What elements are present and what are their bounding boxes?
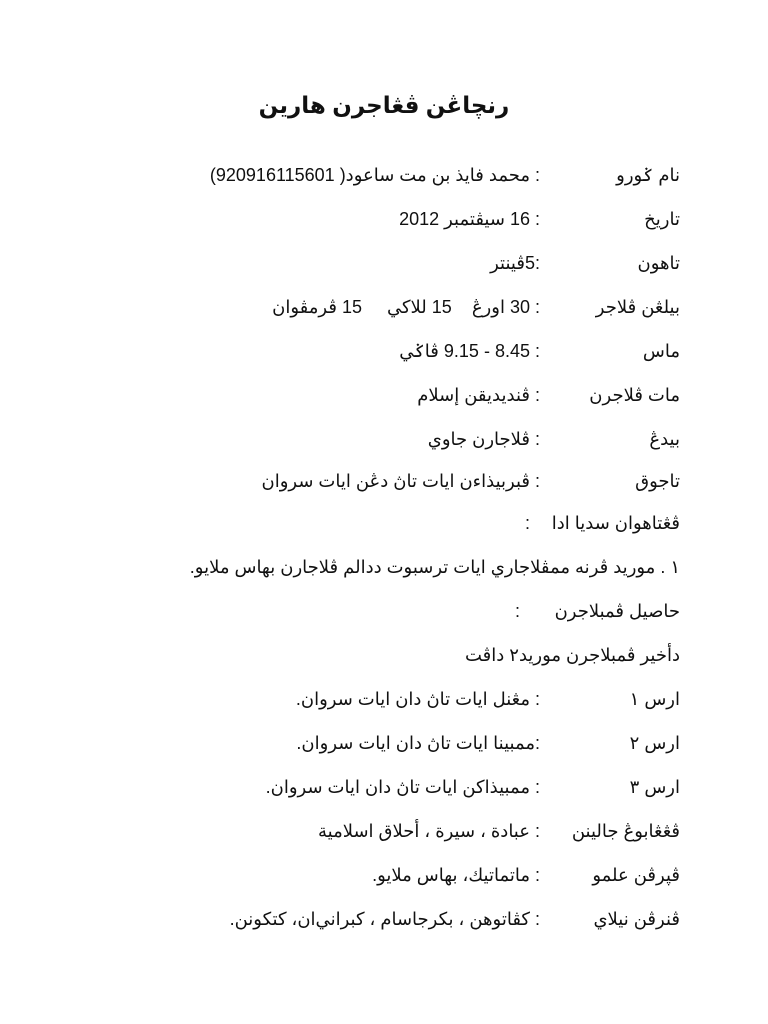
level-label: ارس ٢ [629, 733, 680, 753]
field-value: : ڤنديديقن إسلام [417, 385, 540, 405]
field-label: تاجوق [635, 471, 680, 491]
extra-label: ڤپرڤن علمو [592, 865, 680, 885]
extra-label: ڤنرڤن نيلاي [593, 909, 680, 929]
field-value: : 8.45 - 9.15 ڤاݢي [399, 341, 540, 361]
field-year [120, 248, 680, 278]
document-title: رنچاڠن ڤڠاجرن هارين [258, 92, 510, 118]
field-value: :5ڤينتر [490, 253, 540, 273]
field-value: : 16 سيڤتمبر 2012 [399, 209, 540, 229]
field-student-count [120, 292, 680, 322]
learning-outcome-colon: : [514, 601, 520, 621]
field-label: ماس [642, 341, 680, 361]
field-teacher-name [120, 160, 680, 190]
extra-label: ڤڠڠابوڠ جالينن [571, 821, 680, 841]
prior-knowledge-label: ڤڠتاهوان سديا ادا [551, 513, 680, 533]
learning-outcome-intro [120, 640, 680, 670]
field-time [120, 336, 680, 366]
learning-outcome-label: حاصيل ڤمبلاجرن [554, 601, 680, 621]
field-label: مات ڤلاجرن [589, 385, 680, 405]
field-label: نام ݢورو [616, 165, 680, 185]
level-label: ارس ٣ [629, 777, 680, 797]
field-subject [120, 380, 680, 410]
learning-outcome-row [120, 596, 680, 626]
level-2 [120, 728, 680, 758]
field-value: : ڤبربيذاءن ايات تاڽ دڠن ايات سروان [261, 471, 540, 491]
prior-knowledge-text: ١ . موريد ڤرنه ممڤلاجاري ايات ترسبوت ددالم ڤلاجارن بهاس ملايو. [189, 557, 680, 577]
level-value: : مڠنل ايات تاڽ دان ايات سروان. [295, 689, 540, 709]
prior-knowledge-colon: : [524, 513, 530, 533]
field-value: : 30 اورڠ 15 للاكي 15 ڤرمڤوان [272, 297, 540, 317]
field-area [120, 424, 680, 454]
field-label: بيلڠن ڤلاجر [595, 297, 680, 317]
level-value: :ممبينا ايات تاڽ دان ايات سروان. [296, 733, 540, 753]
field-label: بيدڠ [649, 429, 680, 449]
field-label: تاهون [637, 253, 680, 273]
level-label: ارس ١ [629, 689, 680, 709]
extra-value: : عبادة ، سيرة ، أحلاق اسلامية [318, 821, 540, 841]
knowledge-integration [120, 860, 680, 890]
values-application [120, 904, 680, 934]
cross-curricular-link [120, 816, 680, 846]
field-value: : محمد فايذ بن مت ساعود( 920916115601) [209, 165, 540, 185]
prior-knowledge-row [120, 508, 680, 538]
field-value: : ڤلاجارن جاوي [427, 429, 540, 449]
learning-outcome-intro-text: دأخير ڤمبلاجرن موريد٢ داڤت [464, 645, 680, 665]
level-3 [120, 772, 680, 802]
level-1 [120, 684, 680, 714]
extra-value: : ماتماتيك، بهاس ملايو. [372, 865, 540, 885]
level-value: : ممبيذاكن ايات تاڽ دان ايات سروان. [265, 777, 540, 797]
field-topic [120, 466, 680, 496]
prior-knowledge-item [120, 552, 680, 582]
field-label: تاريخ [644, 209, 680, 229]
extra-value: : كڤاتوهن ، بكرجاسام ، كبراني‌ان، كتكونن. [229, 909, 540, 929]
field-date [120, 204, 680, 234]
